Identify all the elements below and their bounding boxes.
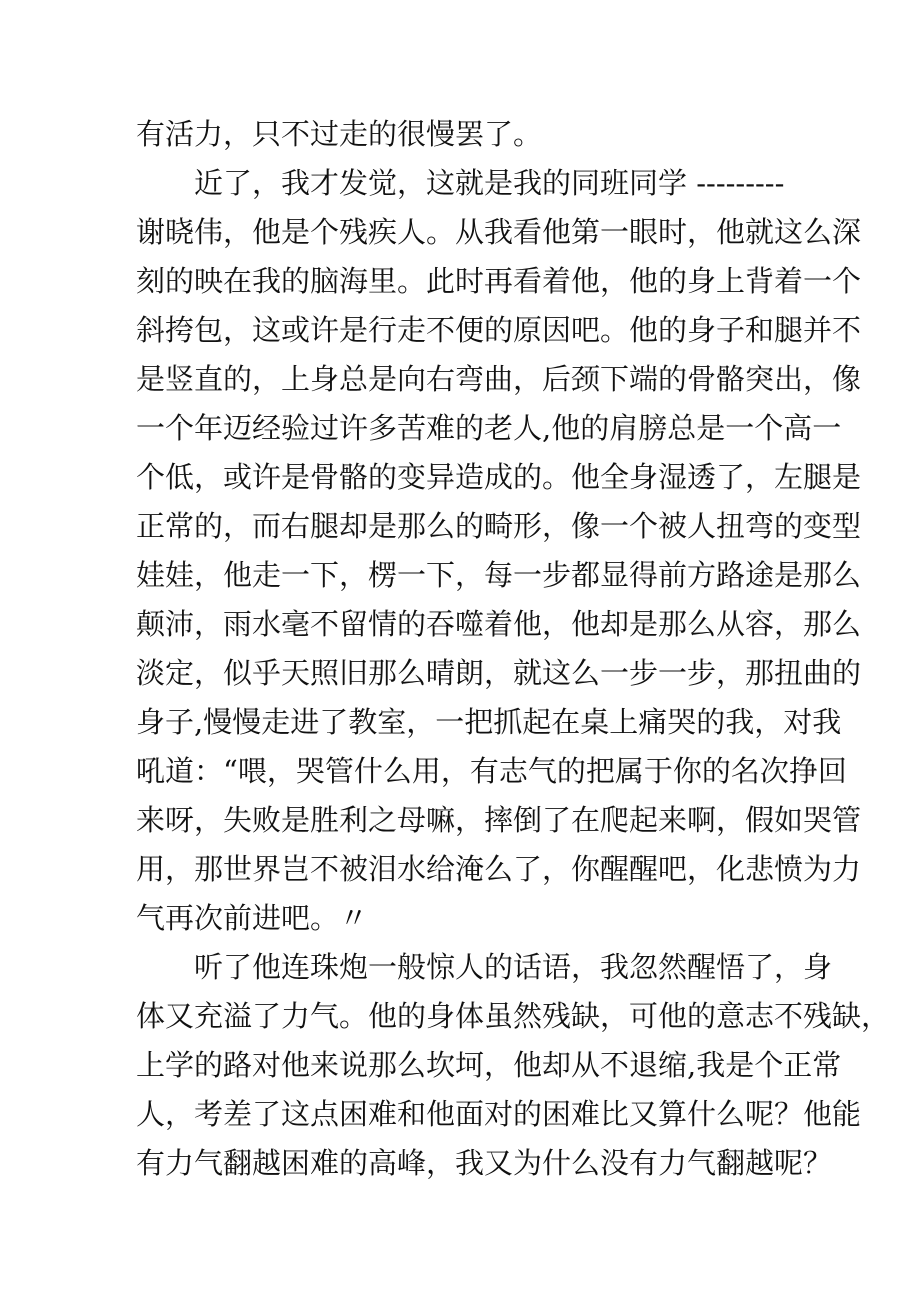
text-line: 一个年迈经验过许多苦难的老人,他的肩膀总是一个高一	[136, 411, 842, 445]
text-line: 淡定，似乎天照旧那么晴朗，就这么一步一步，那扭曲的	[136, 656, 862, 690]
paragraph-start-line: 听了他连珠炮一般惊人的话语，我忽然醒悟了，身	[194, 950, 833, 984]
text-line: 来呀，失败是胜利之母嘛，摔倒了在爬起来啊，假如哭管	[136, 803, 862, 837]
text-line: 用，那世界岂不被泪水给淹么了，你醒醒吧，化悲愤为力	[136, 852, 862, 886]
text-line: 斜挎包，这或许是行走不便的原因吧。他的身子和腿并不	[136, 313, 862, 347]
text-line: 人，考差了这点困难和他面对的困难比又算什么呢？他能	[136, 1097, 862, 1131]
text-line: 娃娃，他走一下，楞一下，每一步都显得前方路途是那么	[136, 558, 862, 592]
text-line: 有力气翻越困难的高峰，我又为什么没有力气翻越呢？	[136, 1146, 833, 1180]
text-line: 气再次前进吧。〃	[136, 901, 369, 935]
text-line: 颠沛，雨水毫不留情的吞噬着他，他却是那么从容，那么	[136, 607, 862, 641]
text-line: 上学的路对他来说那么坎坷，他却从不退缩,我是个正常	[136, 1048, 842, 1082]
body-text	[136, 110, 891, 1188]
paragraph-start-line: 近了，我才发觉，这就是我的同班同学 ---------	[194, 166, 785, 200]
text-line: 有活力，只不过走的很慢罢了。	[136, 117, 543, 151]
text-line: 刻的映在我的脑海里。此时再看着他，他的身上背着一个	[136, 264, 862, 298]
text-line: 个低，或许是骨骼的变异造成的。他全身湿透了，左腿是	[136, 460, 862, 494]
text-line: 是竖直的，上身总是向右弯曲，后颈下端的骨骼突出，像	[136, 362, 862, 396]
text-line: 吼道：“喂，哭管什么用，有志气的把属于你的名次挣回	[136, 754, 847, 788]
text-line: 正常的，而右腿却是那么的畸形，像一个被人扭弯的变型	[136, 509, 862, 543]
text-line: 谢晓伟，他是个残疾人。从我看他第一眼时，他就这么深	[136, 215, 862, 249]
text-line: 体又充溢了力气。他的身体虽然残缺，可他的意志不残缺，	[136, 999, 891, 1033]
text-line: 身子,慢慢走进了教室，一把抓起在桌上痛哭的我，对我	[136, 705, 842, 739]
